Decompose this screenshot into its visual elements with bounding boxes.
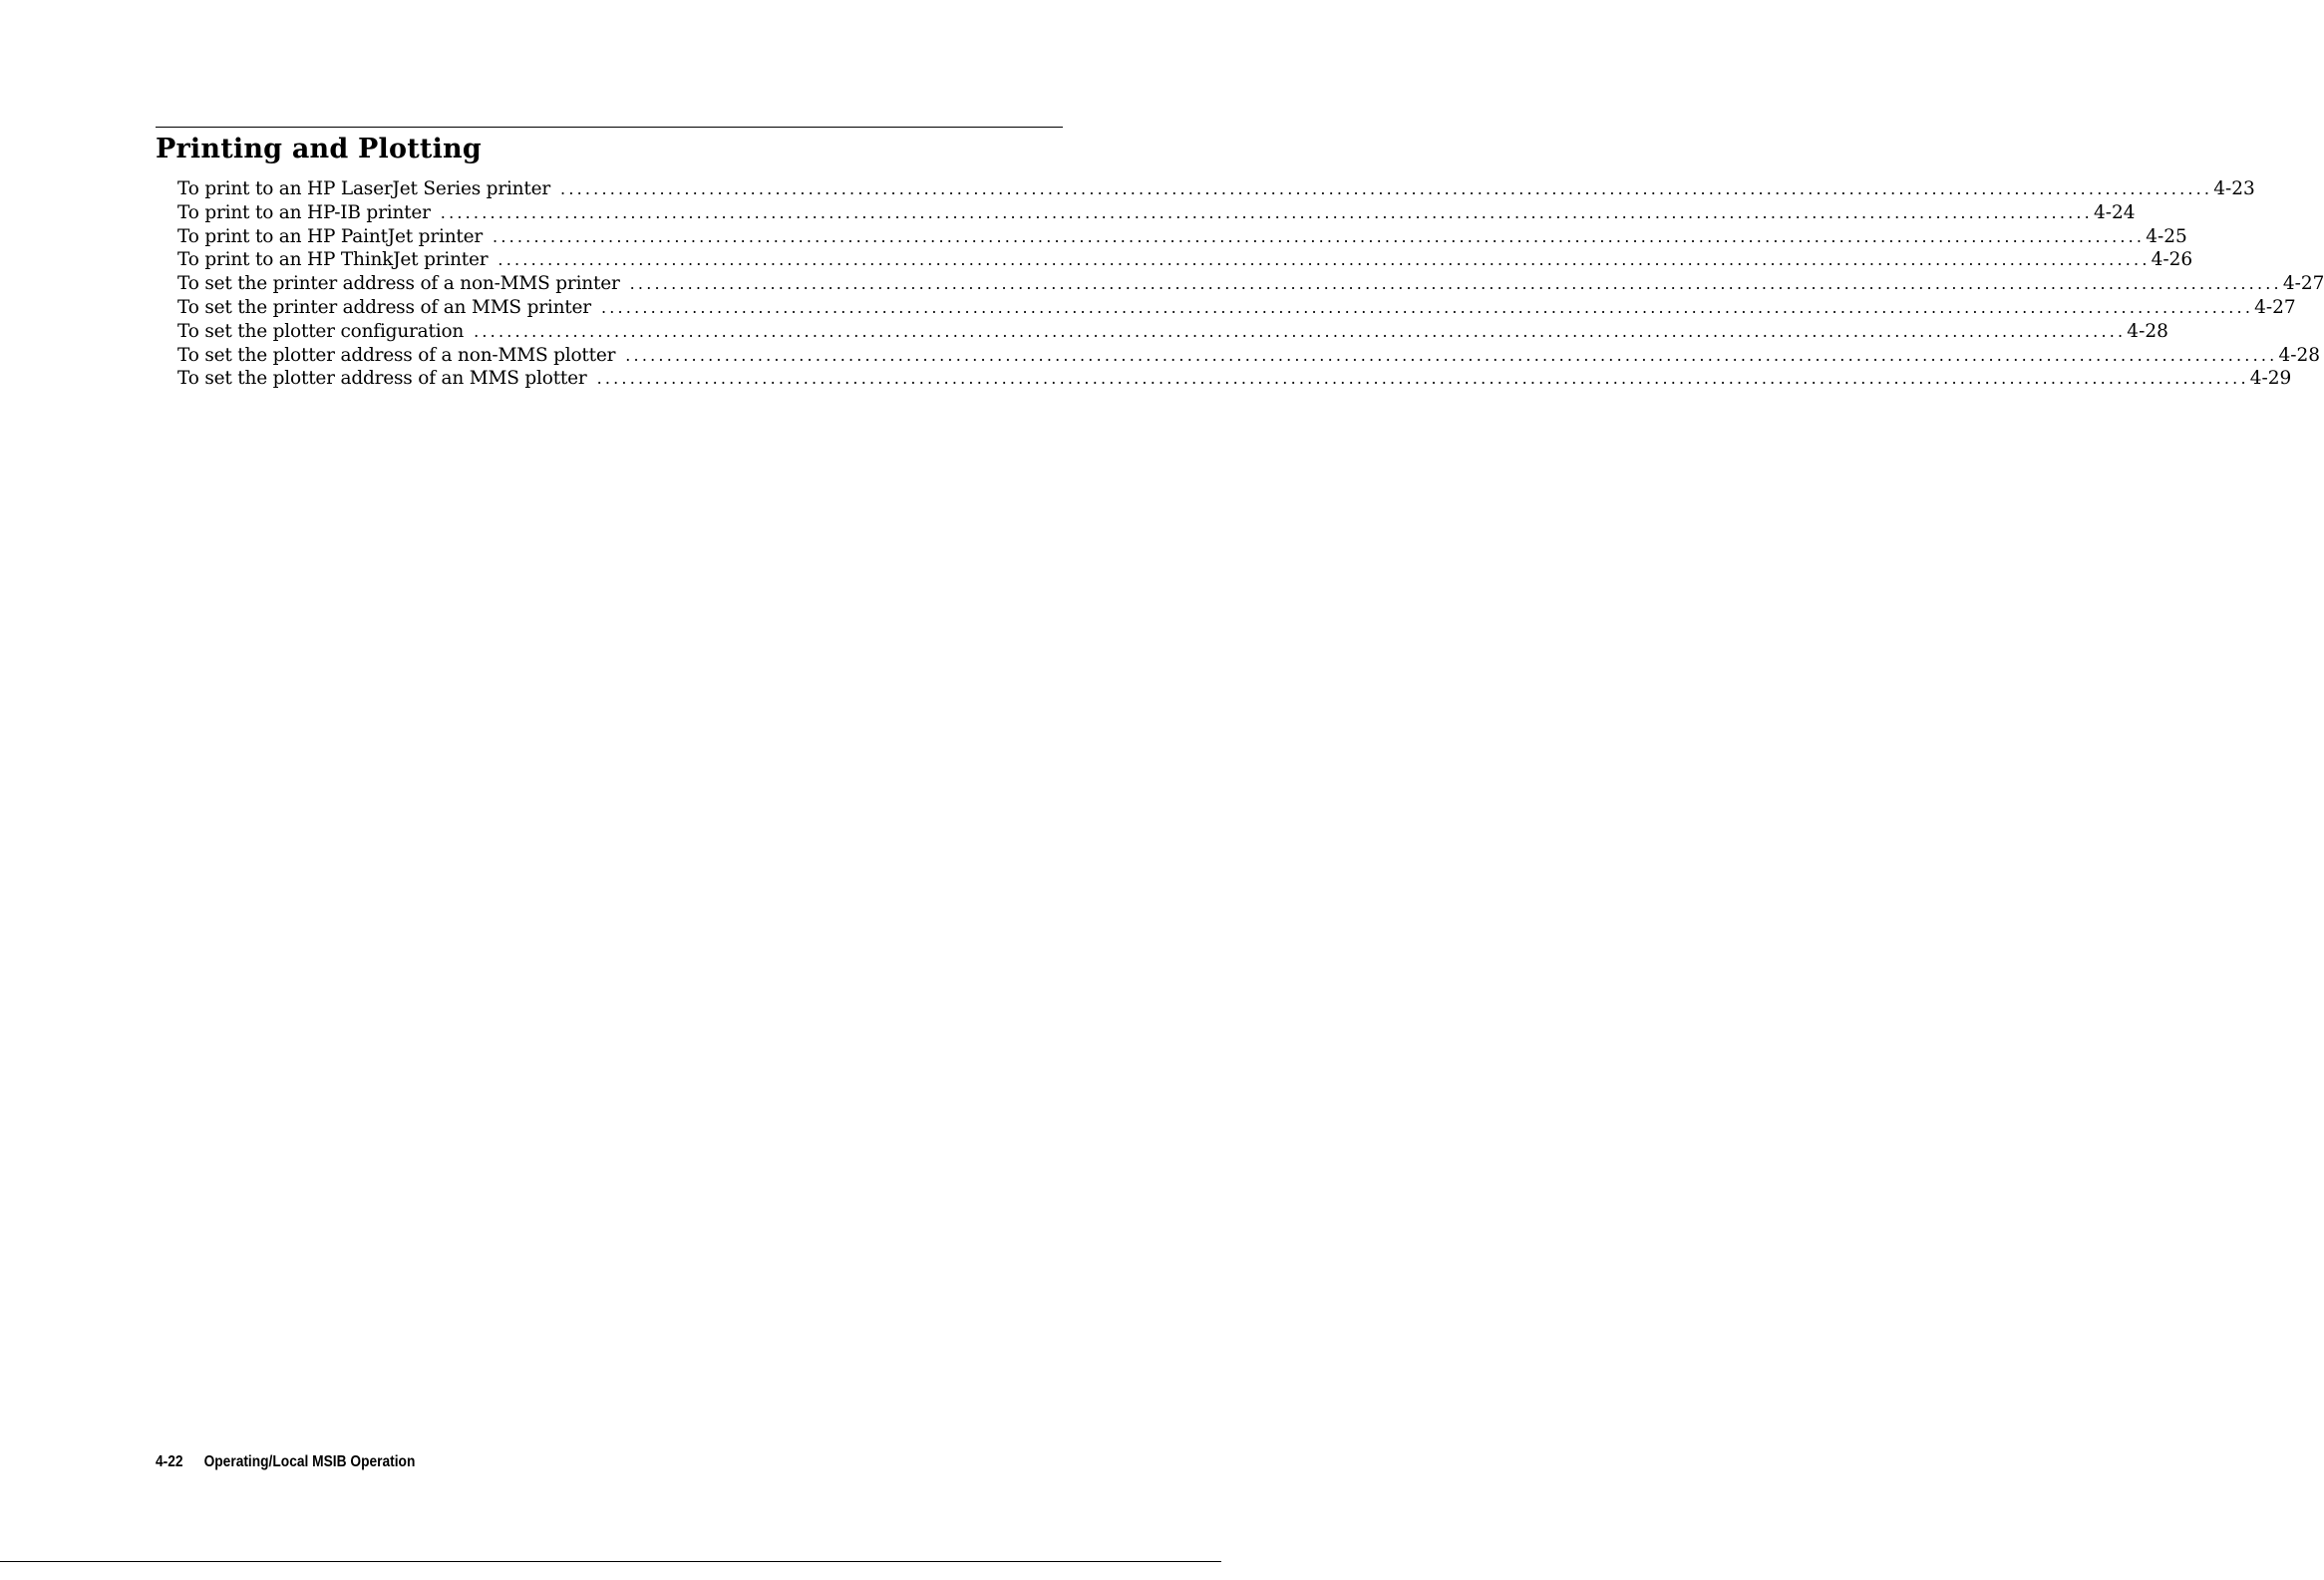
toc-entry[interactable] <box>177 248 2193 272</box>
dot-leader: ........................................................................................................................................................................................................ <box>498 250 2151 270</box>
toc-entry-title: To set the plotter configuration <box>177 320 465 342</box>
toc-entry-page: 4-27 <box>2254 296 2296 318</box>
dot-leader: ........................................................................................................................................................................................................ <box>474 321 2127 341</box>
toc-entry[interactable] <box>177 201 2136 225</box>
dot-leader: ........................................................................................................................................................................................................ <box>560 179 2213 198</box>
footer-page-number: 4-22 <box>156 1453 183 1470</box>
top-rule <box>156 127 1063 128</box>
toc-entry[interactable] <box>177 272 2324 296</box>
toc-entry-title: To print to an HP-IB printer <box>177 201 431 223</box>
footer-running-title: Operating/Local MSIB Operation <box>203 1453 416 1470</box>
page-footer <box>156 1451 415 1473</box>
toc-entry-page: 4-28 <box>2127 320 2168 342</box>
toc-entry-page: 4-28 <box>2278 344 2321 366</box>
dot-leader: ........................................................................................................................................................................................................ <box>596 369 2249 389</box>
toc-entry-title: To print to an HP LaserJet Series printer <box>177 178 551 199</box>
toc-list <box>177 177 2324 391</box>
toc-entry-title: To print to an HP ThinkJet printer <box>177 249 489 271</box>
toc-entry[interactable] <box>177 177 2255 201</box>
toc-entry[interactable] <box>177 344 2321 368</box>
toc-entry-page: 4-25 <box>2146 225 2187 247</box>
section-heading: Printing and Plotting <box>156 134 482 164</box>
toc-entry-title: To set the plotter address of a non-MMS plotter <box>177 344 616 366</box>
toc-entry[interactable] <box>177 296 2296 320</box>
dot-leader: ........................................................................................................................................................................................................ <box>629 274 2282 294</box>
toc-entry-page: 4-27 <box>2282 273 2324 295</box>
toc-entry-title: To print to an HP PaintJet printer <box>177 225 484 247</box>
dot-leader: ........................................................................................................................................................................................................ <box>440 202 2093 222</box>
bottom-rule <box>0 1561 1221 1562</box>
toc-entry-page: 4-26 <box>2151 249 2193 271</box>
toc-entry-title: To set the printer address of an MMS printer <box>177 296 591 318</box>
dot-leader: ........................................................................................................................................................................................................ <box>600 297 2254 317</box>
toc-entry[interactable] <box>177 367 2292 391</box>
toc-entry-page: 4-24 <box>2093 201 2136 223</box>
toc-entry-title: To set the plotter address of an MMS plotter <box>177 368 587 390</box>
toc-entry-page: 4-29 <box>2249 368 2292 390</box>
toc-entry[interactable] <box>177 320 2168 344</box>
toc-entry[interactable] <box>177 225 2187 249</box>
dot-leader: ........................................................................................................................................................................................................ <box>493 226 2146 246</box>
toc-entry-page: 4-23 <box>2213 178 2255 199</box>
toc-entry-title: To set the printer address of a non-MMS printer <box>177 273 620 295</box>
dot-leader: ........................................................................................................................................................................................................ <box>625 345 2278 365</box>
